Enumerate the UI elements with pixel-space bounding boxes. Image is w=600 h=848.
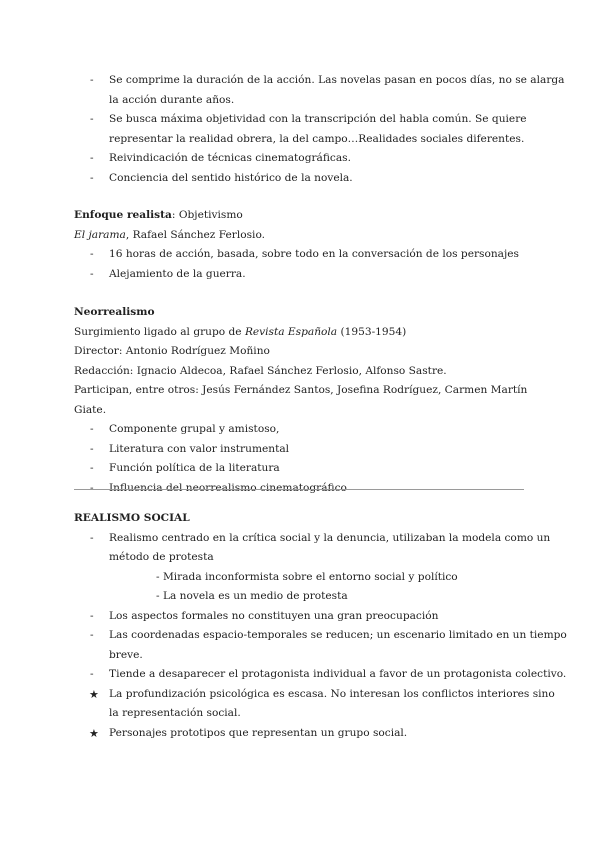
dash-bullet: - [90, 481, 94, 494]
section-divider [74, 489, 524, 490]
dash-bullet: - [90, 531, 94, 544]
star-icon: ★ [89, 687, 99, 701]
neorrealismo-heading: Neorrealismo [74, 306, 155, 318]
list-item: - Componente grupal y amistoso, [74, 420, 534, 440]
list-item: - 16 horas de acción, basada, sobre todo en la conversación de los personajes [74, 245, 534, 265]
list-item: - Se comprime la duración de la acción. Las novelas pasan en pocos días, no se alarga la acción durante años. [74, 71, 534, 110]
realismo-social-heading: REALISMO SOCIAL [74, 512, 190, 524]
list-item: - Reivindicación de técnicas cinematográficas. [74, 149, 534, 169]
list-item: - Alejamiento de la guerra. [74, 265, 534, 285]
dash-bullet: - [90, 442, 94, 455]
list-item: - Función política de la literatura [74, 459, 534, 479]
sub-item: - Mirada inconformista sobre el entorno social y político [156, 570, 458, 583]
list-item: - Los aspectos formales no constituyen una gran preocupación [74, 607, 534, 627]
dash-bullet: - [90, 462, 94, 474]
work-reference: El jarama, Rafael Sánchez Ferlosio. [74, 228, 266, 241]
list-item: - Conciencia del sentido histórico de la novela. [74, 169, 534, 189]
sub-item: - La novela es un medio de protesta [156, 590, 348, 602]
dash-bullet: - [90, 248, 94, 260]
dash-bullet: - [90, 629, 94, 641]
list-item: - Literatura con valor instrumental [74, 440, 534, 460]
dash-bullet: - [90, 423, 94, 435]
dash-bullet: - [90, 113, 94, 125]
list-item: ★ Personajes prototipos que representan un grupo social. [74, 724, 534, 744]
dash-bullet: - [90, 609, 94, 622]
enfoque-section [74, 206, 534, 284]
list-item: - Se busca máxima objetividad con la transcripción del habla común. Se quiere representar la realidad obrera, la del campo…Realidades sociales diferentes. [74, 110, 534, 149]
list-item: ★ La profundización psicológica es escasa. No interesan los conflictos interiores sino la representación social. [74, 685, 534, 724]
list-item: - Influencia del neorrealismo cinematográfico [74, 479, 534, 499]
dash-bullet: - [90, 74, 94, 86]
dash-bullet: - [90, 152, 94, 164]
list-item: - Realismo centrado en la crítica social y la denuncia, utilizaban la modela como un método de protesta [74, 529, 534, 568]
neorrealismo-section: Neorrealismo Surgimiento ligado al grupo de Revista Española (1953-1954) Director: Antonio Rodríguez Moñino Redacción: Ignacio Aldecoa, Rafael Sánchez Ferlosio, Alfonso Sastre. Participan, entre otros: Jesús Fernández Santos, Josefina Rodríguez, Carmen Martín Giate. - Componente grupal y amistoso, - Literatura con valor instrumental - Función política de la literatura - Influencia del neorrealismo cinematográfico [74, 303, 534, 498]
realismo-social-section [74, 509, 567, 743]
enfoque-heading: Enfoque realista: Objetivismo [74, 209, 243, 221]
dash-bullet: - [90, 171, 94, 184]
dash-bullet: - [90, 668, 94, 680]
list-item: - Las coordenadas espacio-temporales se reducen; un escenario limitado en un tiempo breve. [74, 626, 534, 665]
intro-list [74, 71, 565, 188]
list-item: - Tiende a desaparecer el protagonista individual a favor de un protagonista colectivo. [74, 665, 534, 685]
star-icon: ★ [89, 726, 99, 740]
dash-bullet: - [90, 267, 94, 280]
